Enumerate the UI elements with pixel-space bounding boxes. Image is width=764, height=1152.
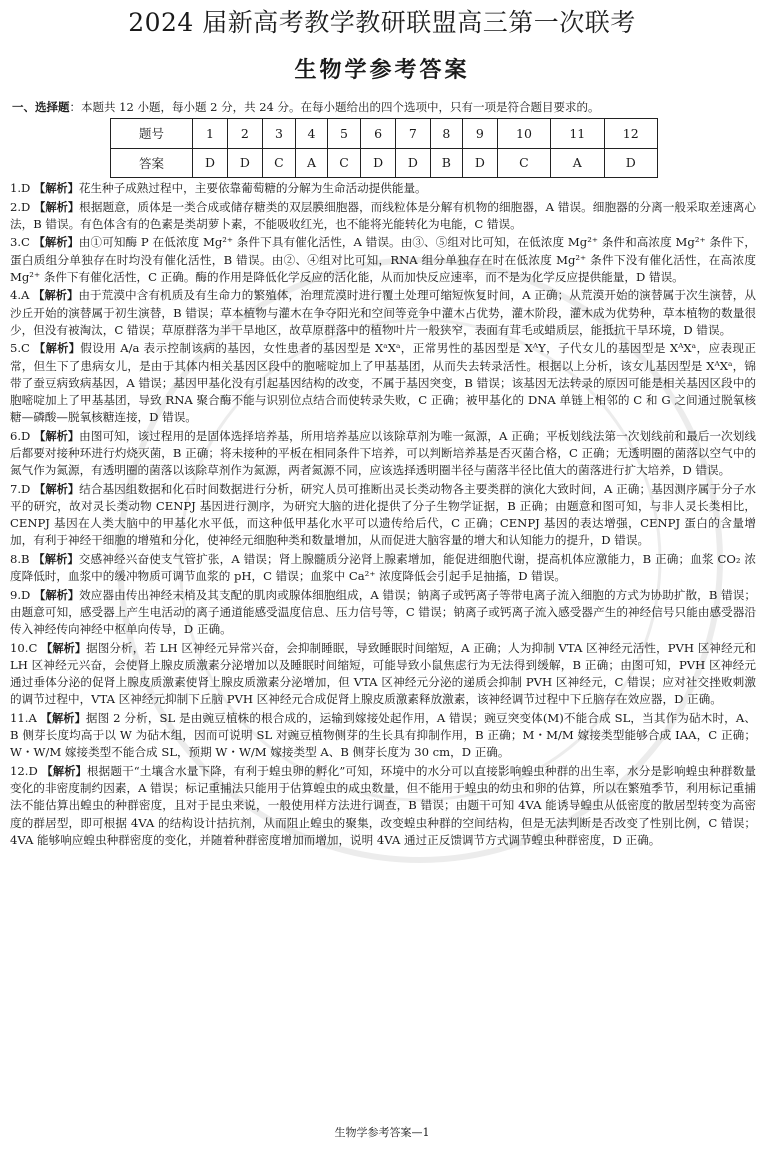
section-label: 一、选择题 bbox=[12, 100, 70, 114]
analysis-tag: 【解析】 bbox=[34, 482, 80, 496]
explanation-item bbox=[10, 287, 756, 339]
question-number-cell: 4 bbox=[296, 119, 328, 149]
explanation-item bbox=[10, 710, 756, 762]
item-number: 6.D bbox=[10, 428, 31, 443]
answer-cell: D bbox=[193, 148, 228, 178]
question-number-cell: 5 bbox=[327, 119, 360, 149]
item-number: 5.C bbox=[10, 341, 30, 356]
explanation-item bbox=[10, 180, 756, 197]
analysis-tag: 【解析】 bbox=[34, 182, 79, 195]
table-header-label: 题号 bbox=[111, 119, 193, 149]
question-number-cell: 7 bbox=[396, 119, 431, 149]
analysis-tag: 【解析】 bbox=[34, 200, 80, 214]
explanation-text: 由于荒漠中含有机质及有生命力的繁殖体，治理荒漠时进行覆土处理可缩短恢复时间，A 正确；从荒漠开始的演替属于次生演替，从沙丘开始的演替属于初生演替，B 错误；草本植物与灌木在争夺阳光和空间等竞争中灌木占优势，灌木阶段，灌木成为优势种，草本植物的数量很少，但没有被淘汰，C 错误；草原群落为半干旱地区，故草原群落中的植物叶片一般狭窄，表面有茸毛或蜡质层，能抵抗干旱环境，D 错误。 bbox=[10, 288, 757, 337]
answer-cell: C bbox=[327, 148, 360, 178]
answer-cell: A bbox=[551, 148, 604, 178]
table-answer-label: 答案 bbox=[111, 148, 193, 178]
explanation-item bbox=[10, 199, 756, 233]
document-subtitle: 生物学参考答案 bbox=[294, 58, 470, 83]
analysis-tag: 【解析】 bbox=[34, 429, 80, 443]
question-number-cell: 8 bbox=[430, 119, 462, 149]
item-number: 3.C bbox=[10, 235, 30, 250]
question-number-cell: 9 bbox=[462, 119, 497, 149]
answer-cell: C bbox=[497, 148, 550, 178]
analysis-tag: 【解析】 bbox=[34, 588, 80, 602]
answer-cell: D bbox=[462, 148, 497, 178]
answer-cell: A bbox=[296, 148, 328, 178]
item-number: 11.A bbox=[10, 711, 37, 725]
page-footer: 生物学参考答案—1 bbox=[334, 1126, 430, 1139]
answer-table-answer-row bbox=[111, 148, 658, 178]
analysis-tag: 【解析】 bbox=[33, 553, 79, 566]
answer-cell: D bbox=[604, 148, 658, 178]
answer-table bbox=[110, 118, 658, 178]
explanation-item bbox=[10, 234, 756, 286]
question-number-cell: 2 bbox=[227, 119, 262, 149]
question-number-cell: 3 bbox=[262, 119, 295, 149]
answer-cell: D bbox=[227, 148, 262, 178]
answer-cell: D bbox=[396, 148, 431, 178]
explanation-text: 结合基因组数据和化石时间数据进行分析，研究人员可推断出灵长类动物各主要类群的演化大致时间，A 正确；基因测序属于分子水平的研究，故对灵长类动物 CENPJ 基因进行测序，为研究大脑的进化提供了分子生物学证据，B 正确；由题意和图可知，与非人灵长类相比，CENPJ 基因在人类大脑中的甲基化水平低，而这种低甲基化水平可以遗传给后代，C 正确；CENPJ 基因的表达增强，CENPJ 蛋白的含量增加，有利于神经干细胞的增殖和分化，使神经元细胞种类和数量增加，从而促进大脑容量的增大和认知能力的提升，D 错误。 bbox=[10, 481, 756, 548]
section-heading bbox=[12, 99, 757, 115]
analysis-tag: 【解析】 bbox=[33, 236, 79, 250]
explanation-text: 根据题意，质体是一类合成或储存糖类的双层膜细胞器，而线粒体是分解有机物的细胞器，A 错误。细胞器的分离一般采取差速离心法，B 错误。有色体含有的色素是类胡萝卜素，不能吸收红光，也不能将光能转化为电能，C 错误。 bbox=[10, 199, 756, 231]
explanation-text: 由图可知，该过程用的是固体选择培养基，所用培养基应以该除草剂为唯一氮源，A 正确；平板划线法第一次划线前和最后一次划线后都要对接种环进行灼烧灭菌，B 正确；将未接种的平板在相同条件下培养，可以判断培养基是否灭菌合格，C 正确；无透明圈的菌落以空气中的氮气作为氮源，有透明圈的菌落以该除草剂作为氮源，两者氮源不同，应该选择透明圈半径与菌落半径比值大的菌落进行扩大培养，D 错误。 bbox=[10, 428, 756, 478]
explanation-text: 据图分析，若 LH 区神经元异常兴奋，会抑制睡眠，导致睡眠时间缩短，A 正确；人为抑制 VTA 区神经元活性，PVH 区神经元和 LH 区神经元兴奋，会使肾上腺皮质激素分泌增加以及睡眠时间缩短，可能导致小鼠焦虑行为无法得到缓解，B 正确；由图可知，PVH 区神经元通过垂体分泌的促肾上腺皮质激素使肾上腺皮质激素分泌增加，但 VTA 区神经元分泌的递质会抑制 PVH 区神经元，C 错误；应对社交挫败刺激的调节过程中，VTA 区神经元抑制下丘脑 PVH 区神经元合成促肾上腺皮质激素释放激素，该神经调节过程中下丘脑存在效应器，D 正确。 bbox=[10, 640, 756, 707]
analysis-tag: 【解析】 bbox=[33, 289, 79, 303]
explanation-text: 由①可知酶 P 在低浓度 Mg²⁺ 条件下具有催化活性，A 错误。由③、⑤组对比可知，在低浓度 Mg²⁺ 条件和高浓度 Mg²⁺ 条件下，蛋白质组分单独存在时均没有催化活性，B 错误。由②、④组对比可知，RNA 组分单独存在时在低浓度 Mg²⁺ 条件下没有催化活性，在高浓度 Mg²⁺ 条件下有催化活性，C 正确。酶的作用是降低化学反应的活化能，从而加快反应速率，而不是为化学反应提供能量，D 错误。 bbox=[10, 235, 756, 284]
question-number-cell: 12 bbox=[604, 119, 658, 149]
explanation-text: 根据题干“土壤含水量下降，有利于蝗虫卵的孵化”可知，环境中的水分可以直接影响蝗虫种群的出生率，水分是影响蝗虫种群数量变化的非密度制约因素，A 错误；标记重捕法只能用于估算蝗虫的成虫数量，但不能用于蝗虫的幼虫和卵的估算，所以在繁殖季节，利用标记重捕法不能估算出蝗虫的种群密度，且对于昆虫来说，一般使用样方法进行调查，B 错误；由题干可知 4VA 能诱导蝗虫从低密度的散居型转变为高密度的群居型，即可根据 4VA 的结构设计拮抗剂，从而阻止蝗虫的聚集，改变蝗虫种群的空间结构，但是无法判断是否改变了性别比例，C 错误；4VA 能够响应蝗虫种群密度的变化，并随着种群密度增加而增加，说明 4VA 通过正反馈调节方式调节蝗虫种群密度，D 正确。 bbox=[10, 764, 756, 847]
explanation-item bbox=[10, 481, 756, 550]
analysis-tag: 【解析】 bbox=[41, 765, 87, 778]
item-number: 1.D bbox=[10, 181, 31, 195]
question-number-cell: 10 bbox=[497, 119, 550, 149]
answer-table-number-row bbox=[111, 119, 658, 149]
explanation-item bbox=[10, 587, 756, 639]
explanation-item bbox=[10, 551, 756, 585]
item-number: 4.A bbox=[10, 288, 30, 303]
item-number: 9.D bbox=[10, 587, 31, 602]
explanation-item bbox=[10, 340, 756, 426]
explanation-item bbox=[10, 428, 756, 480]
explanation-text: 假设用 A/a 表示控制该病的基因，女性患者的基因型是 XᵃXᵃ，正常男性的基因型是 XᴬY，子代女儿的基因型是 XᴬXᵃ，应表现正常，但生下了患病女儿，是由于其体内相关基因区段中的胞嘧啶加上了甲基基团，从而失去转录活性。根据以上分析，该女儿基因型是 XᴬXᵃ，锦带了蚕豆病致病基因，A 错误；基因甲基化没有引起基因结构的改变，不属于基因突变，B 错误；该基因无法转录的原因可能是相关基因区段中的胞嘧啶加上了甲基基团，导致 RNA 聚合酶不能与识别位点结合而使转录失败，C 正确；被甲基化的 DNA 单链上相邻的 C 和 G 之间通过脱氧核糖—磷酸—脱氧核糖连接，D 错误。 bbox=[10, 341, 756, 425]
question-number-cell: 6 bbox=[361, 119, 396, 149]
explanation-item bbox=[10, 763, 756, 849]
item-number: 10.C bbox=[10, 640, 38, 655]
answer-cell: D bbox=[361, 148, 396, 178]
analysis-tag: 【解析】 bbox=[34, 342, 81, 356]
explanation-item bbox=[10, 640, 756, 709]
answer-cell: B bbox=[430, 148, 462, 178]
explanation-text: 效应器由传出神经末梢及其支配的肌肉或腺体细胞组成，A 错误；钠离子或钙离子等带电离子流入细胞的方式为协助扩散，B 错误；由题意可知，感受器上产生电活动的离子通道能感受温度信息、压力信号等，C 错误；钠离子或钙离子流入感受器产生的神经信号只能由感受器沿传入神经传向神经中枢单向传导，D 正确。 bbox=[10, 587, 756, 637]
explanation-text: 据图 2 分析，SL 是由豌豆植株的根合成的，运输到嫁接处起作用，A 错误；豌豆突变体(M)不能合成 SL，当其作为砧木时，A、B 侧芽长度均高于以 W 为砧木组，因而可说明 SL 对豌豆植物侧芽的生长具有抑制作用，B 正确；M・M/M 嫁接类型能够合成 IAA，C 正确；W・W/M 嫁接类型不能合成 SL，预期 W・W/M 嫁接类型 A、B 侧芽长度为 30 cm，D 正确。 bbox=[10, 711, 756, 760]
item-number: 8.B bbox=[10, 552, 30, 566]
item-number: 7.D bbox=[10, 481, 31, 496]
explanation-list bbox=[10, 180, 756, 850]
item-number: 12.D bbox=[10, 764, 38, 778]
analysis-tag: 【解析】 bbox=[40, 712, 86, 725]
section-instructions: ：本题共 12 小题，每小题 2 分，共 24 分。在每小题给出的四个选项中，只有一项是符合题目要求的。 bbox=[69, 100, 600, 114]
item-number: 2.D bbox=[10, 199, 31, 214]
explanation-text: 交感神经兴奋使支气管扩张，A 错误；肾上腺髓质分泌肾上腺素增加，能促进细胞代谢，提高机体应激能力，B 正确；血浆 CO₂ 浓度降低时，血浆中的缓冲物质可调节血浆的 pH，C 错误；血浆中 Ca²⁺ 浓度降低会引起手足抽搐，D 错误。 bbox=[10, 552, 756, 584]
question-number-cell: 11 bbox=[551, 119, 604, 149]
explanation-text: 花生种子成熟过程中，主要依靠葡萄糖的分解为生命活动提供能量。 bbox=[78, 181, 427, 195]
exam-title: 2024 届新高考教学教研联盟高三第一次联考 bbox=[128, 8, 636, 37]
analysis-tag: 【解析】 bbox=[41, 641, 87, 655]
question-number-cell: 1 bbox=[193, 119, 228, 149]
answer-cell: C bbox=[262, 148, 295, 178]
